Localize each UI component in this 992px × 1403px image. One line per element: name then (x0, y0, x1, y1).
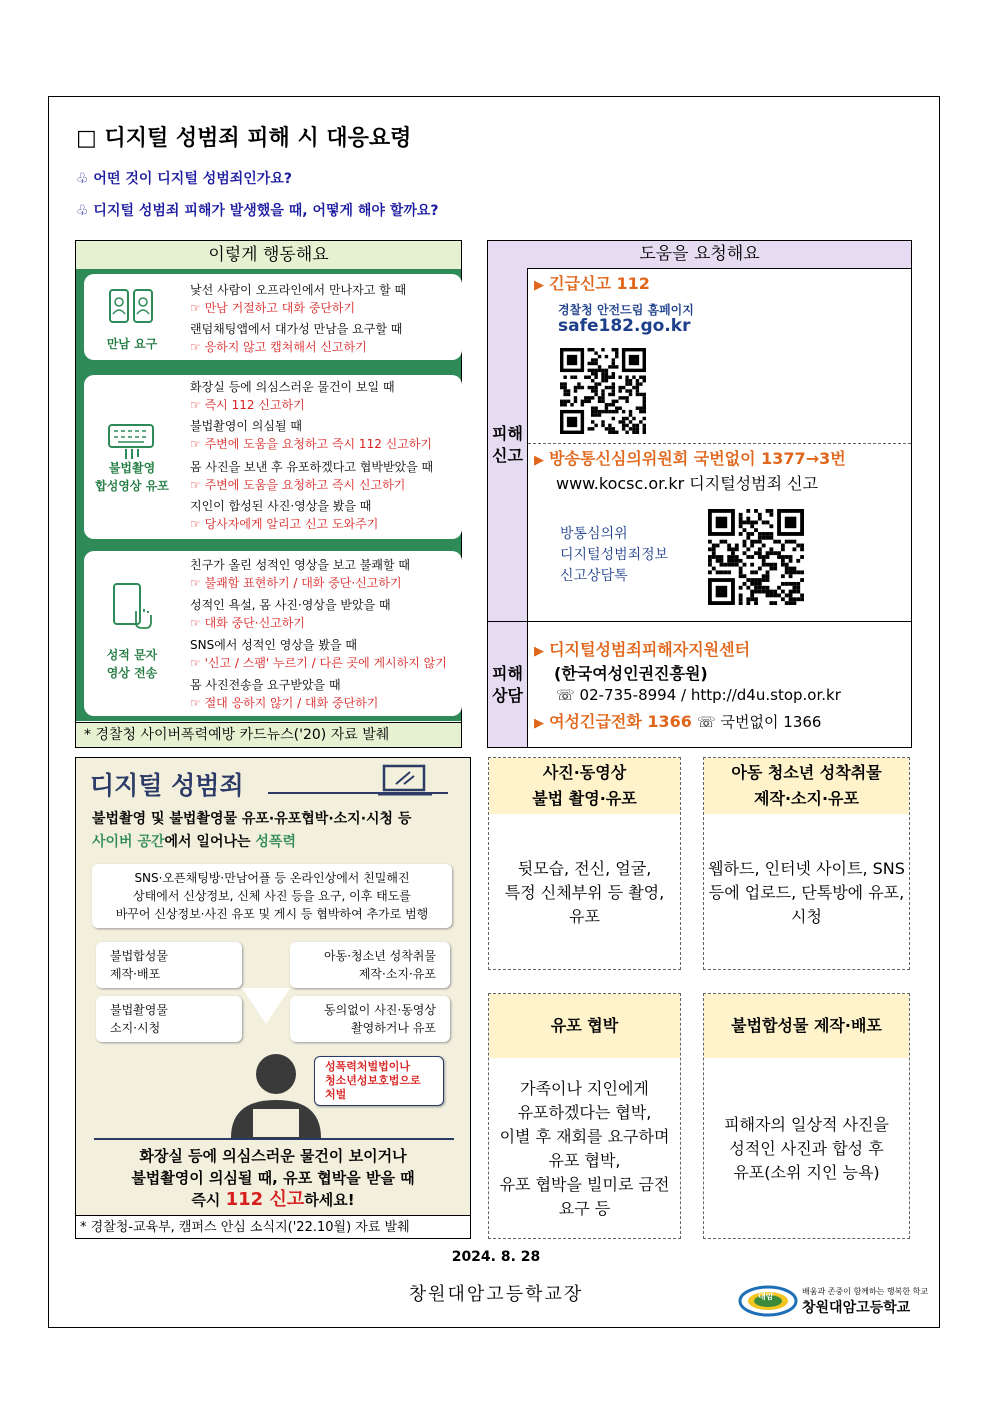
cyber-space-text: 사이버 공간 (92, 834, 165, 850)
bubble-line: 청소년성보호법으로 (325, 1074, 421, 1087)
act-box (75, 240, 462, 748)
definition-2 (92, 831, 296, 851)
crime-type-card (703, 757, 910, 970)
body-line: 피해자의 일상적 사진을 (724, 1115, 889, 1134)
crime-type-box (290, 942, 450, 988)
school-slogan: 배움과 존중이 함께하는 행복한 학교 (802, 1287, 929, 1296)
kocsc-title: 방송통신심의위원회 국번없이 1377→3번 (549, 449, 846, 468)
report-112-text: 112 신고 (225, 1189, 305, 1210)
body-line: 유포하겠다는 협박, (517, 1103, 652, 1122)
crime-type-card (488, 993, 681, 1239)
bottom-line: 불법촬영이 의심될 때, 유포 협박을 받을 때 (131, 1169, 415, 1187)
bottom-line (76, 1189, 470, 1211)
card-line: 낯선 사람이 오프라인에서 만나자고 할 때 (190, 283, 407, 297)
emergency-number: 긴급신고 112 (549, 274, 650, 293)
emblem-text: 대암 (758, 1292, 774, 1301)
main-description-box (92, 864, 452, 928)
body-line: 시청 (791, 906, 822, 926)
card-messages-label: 성적 문자 (106, 648, 158, 662)
crime-type-body (704, 814, 909, 971)
page-title: □ 디지털 성범죄 피해 시 대응요령 (76, 126, 412, 151)
emergency-line (534, 271, 650, 294)
card-line: ☞ 절대 응하지 않기 / 대화 중단하기 (190, 696, 379, 710)
crime-type-line: 불법합성물 (110, 949, 168, 963)
card-sexual-messages (84, 551, 462, 716)
description-line: SNS·오픈채팅방·만남어플 등 온라인상에서 친밀해진 (134, 871, 410, 885)
question-2: ♧ 디지털 성범죄 피해가 발생했을 때, 어떻게 해야 할까요? (76, 203, 439, 219)
crime-type-line: 제작·배포 (110, 967, 161, 981)
card-line: 몸 사진을 보낸 후 유포하겠다고 협박받았을 때 (190, 460, 434, 474)
crime-type-line: 아동·청소년 성착취물 (324, 949, 436, 963)
title-line: 아동 청소년 성착취물 (731, 763, 882, 782)
bottom-message (76, 1145, 470, 1211)
body-line: 이별 후 재회를 요구하며 (499, 1127, 670, 1146)
counsel-label: 피해 상담 (488, 622, 528, 747)
desk-rule (94, 1138, 454, 1140)
crime-type-box (290, 996, 450, 1042)
body-line: 등에 업로드, 단톡방에 유포, (708, 882, 905, 902)
card-line: 지인이 합성된 사진·영상을 봤을 때 (190, 499, 372, 513)
body-line: 웹하드, 인터넷 사이트, SNS (708, 858, 905, 878)
crime-type-line: 동의없이 사진·동영상 (324, 1003, 436, 1017)
help-box (487, 240, 912, 748)
women-hotline-extra: ☏ 국번없이 1366 (697, 713, 822, 731)
act-cards-background (76, 269, 461, 721)
title-line: 유포 협박 (550, 1016, 619, 1035)
card-line: ☞ 주변에 도움을 요청하고 즉시 112 신고하기 (190, 437, 433, 451)
bottom-text: 즉시 (191, 1191, 226, 1209)
question-1: ♧ 어떤 것이 디지털 성범죄인가요? (76, 171, 292, 187)
center-arrow (242, 988, 290, 1028)
infographic (75, 757, 471, 1239)
act-heading: 이렇게 행동해요 (76, 241, 461, 270)
signer-name: 창원대암고등학교장 (408, 1284, 584, 1305)
description-line: 바꾸어 신상정보·사진 유포 및 게시 등 협박하여 추가로 범행 (115, 907, 429, 921)
body-line: 요구 등 (558, 1199, 611, 1218)
body-line: 특정 신체부위 등 촬영, (504, 882, 665, 902)
kocsc-note-line: 신고상담톡 (560, 568, 628, 584)
school-logo (738, 1283, 928, 1319)
document-date: 2024. 8. 28 (451, 1249, 541, 1265)
body-line: 유포(소위 지인 능욕) (733, 1163, 880, 1182)
crime-type-title (489, 994, 680, 1058)
crime-type-title (489, 758, 680, 814)
card-line: ☞ 당사자에게 알리고 신고 도와주기 (190, 517, 379, 531)
kocsc-url[interactable]: www.kocsc.or.kr 디지털성범죄 신고 (556, 474, 819, 493)
keyboard-hand-icon (106, 415, 156, 465)
crime-type-box (96, 996, 242, 1042)
report-label: 피해 신고 (488, 268, 528, 621)
crime-type-box (96, 942, 242, 988)
punishment-bubble (314, 1056, 444, 1106)
card-line: ☞ 만남 거절하고 대화 중단하기 (190, 301, 356, 315)
card-line: SNS에서 성적인 영상을 봤을 때 (190, 638, 357, 652)
card-line: 불법촬영이 의심될 때 (190, 419, 302, 433)
crime-type-line: 제작·소지·유포 (358, 967, 436, 981)
card-line: 랜덤채팅앱에서 대가성 만남을 요구할 때 (190, 322, 403, 336)
act-source: * 경찰청 사이버폭력예방 카드뉴스('20) 자료 발췌 (76, 722, 461, 747)
school-name: 창원대암고등학교 (802, 1300, 911, 1316)
triangle-bullet-icon: ▶ (534, 644, 544, 659)
card-illegal-filming (84, 375, 462, 539)
center-line (534, 637, 750, 660)
definition-2-mid: 에서 일어나는 (164, 834, 256, 850)
center-contact[interactable]: ☏ 02-735-8994 / http://d4u.stop.or.kr (556, 686, 841, 704)
crime-type-body (489, 1058, 680, 1240)
kocsc-note (560, 524, 668, 587)
card-line: ☞ 대화 중단·신고하기 (190, 616, 305, 630)
crime-type-line: 불법촬영물 (110, 1003, 168, 1017)
card-filming-label-2: 합성영상 유포 (95, 479, 169, 493)
description-line: 상태에서 신상정보, 신체 사진 등을 요구, 이후 태도를 (133, 889, 411, 903)
crime-type-title (704, 994, 909, 1058)
body-line: 뒷모습, 전신, 얼굴, (517, 858, 652, 878)
divider (488, 621, 911, 622)
body-line: 유포 (569, 906, 600, 926)
bottom-text: 하세요! (304, 1191, 355, 1209)
card-line: ☞ '신고 / 스팸' 누르기 / 다른 곳에 게시하지 않기 (190, 656, 447, 670)
definition-1: 불법촬영 및 불법촬영물 유포·유포협박·소지·시청 등 (92, 811, 412, 827)
help-heading: 도움을 요청해요 (488, 241, 911, 269)
kocsc-note-line: 디지털성범죄정보 (560, 547, 669, 563)
title-line: 사진·동영상 (542, 763, 627, 782)
card-line: 성적인 욕설, 몸 사진·영상을 받았을 때 (190, 598, 391, 612)
women-hotline-line (534, 709, 821, 732)
police-site-url[interactable]: safe182.go.kr (558, 316, 691, 336)
center-name: 디지털성범죄피해자지원센터 (549, 640, 751, 659)
body-line: 유포 협박, (548, 1151, 621, 1170)
triangle-bullet-icon: ▶ (534, 453, 544, 468)
body-line: 가족이나 지인에게 (520, 1079, 649, 1098)
card-meeting (84, 274, 462, 360)
crime-type-title (704, 758, 909, 814)
triangle-bullet-icon: ▶ (534, 278, 544, 293)
crime-type-line: 촬영하거나 유포 (351, 1021, 436, 1035)
bubble-line: 처벌 (325, 1088, 347, 1101)
phones-chat-icon (106, 284, 156, 334)
police-site-name: 경찰청 안전드림 홈페이지 (558, 303, 694, 317)
infographic-source: * 경찰청-교육부, 캠퍼스 안심 소식지('22.10월) 자료 발췌 (76, 1215, 470, 1238)
laptop-icon (376, 764, 434, 796)
title-line: 불법합성물 제작·배포 (731, 1016, 882, 1035)
card-line: ☞ 응하지 않고 캡쳐해서 신고하기 (190, 340, 367, 354)
card-line: 친구가 올린 성적인 영상을 보고 불쾌할 때 (190, 558, 410, 572)
women-hotline: 여성긴급전화 1366 (549, 712, 692, 731)
kocsc-qr-code (708, 509, 804, 605)
card-messages-label-2: 영상 전송 (106, 666, 158, 680)
center-org: (한국여성인권진흥원) (554, 664, 708, 683)
title-line: 제작·소지·유포 (754, 789, 859, 808)
card-line: ☞ 불쾌함 표현하기 / 대화 중단·신고하기 (190, 576, 402, 590)
crime-type-line: 소지·시청 (110, 1021, 161, 1035)
crime-type-card (703, 993, 910, 1239)
body-line: 성적인 사진과 합성 후 (729, 1139, 884, 1158)
card-line: ☞ 주변에 도움을 요청하고 즉시 신고하기 (190, 478, 406, 492)
infographic-heading: 디지털 성범죄 (90, 771, 244, 800)
card-filming-label: 불법촬영 (108, 461, 156, 475)
body-line: 유포 협박을 빌미로 금전 (499, 1175, 670, 1194)
crime-type-body (704, 1058, 909, 1240)
kocsc-note-line: 방통심의위 (560, 526, 628, 542)
triangle-bullet-icon: ▶ (534, 716, 544, 731)
bubble-line: 성폭력처벌법이나 (325, 1060, 411, 1073)
card-meeting-label: 만남 요구 (106, 337, 158, 351)
sexual-violence-text: 성폭력 (255, 834, 296, 850)
police-qr-code (560, 348, 646, 434)
title-line: 불법 촬영·유포 (532, 789, 637, 808)
divider (528, 443, 911, 444)
card-line: 화장실 등에 의심스러운 물건이 보일 때 (190, 380, 395, 394)
crime-type-card (488, 757, 681, 970)
tablet-touch-icon (106, 581, 156, 631)
bottom-line: 화장실 등에 의심스러운 물건이 보이거나 (139, 1147, 407, 1165)
kocsc-line (534, 446, 846, 469)
card-line: 몸 사진전송을 요구받았을 때 (190, 678, 341, 692)
card-line: ☞ 즉시 112 신고하기 (190, 398, 305, 412)
crime-type-body (489, 814, 680, 971)
